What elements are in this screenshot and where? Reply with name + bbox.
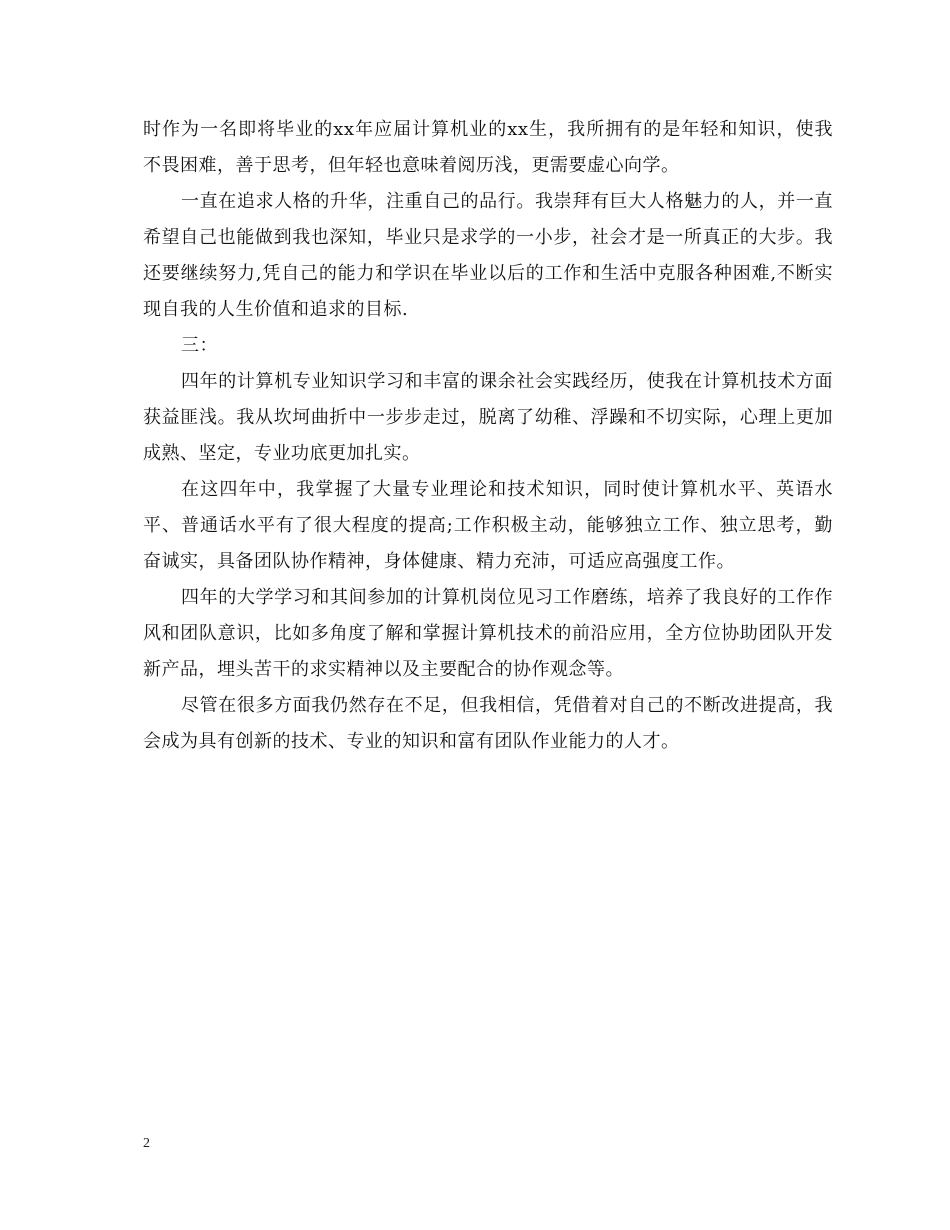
- page-number: 2: [143, 1136, 150, 1151]
- paragraph-5: 四年的大学学习和其间参加的计算机岗位见习工作磨练，培养了我良好的工作作风和团队意识，比如多角度了解和掌握计算机技术的前沿应用，全方位协助团队开发新产品，埋头苦干的求实精神以及主要配合的协作观念等。: [143, 587, 833, 680]
- paragraph-4: 在这四年中，我掌握了大量专业理论和技术知识，同时使计算机水平、英语水平、普通话水平有了很大程度的提高;工作积极主动，能够独立工作、独立思考，勤奋诚实，具备团队协作精神，身体健康、精力充沛，可适应高强度工作。: [143, 479, 833, 572]
- paragraph-1: 时作为一名即将毕业的xx年应届计算机业的xx生，我所拥有的是年轻和知识，使我不畏困难，善于思考，但年轻也意味着阅历浅，更需要虚心向学。: [143, 119, 833, 176]
- paragraph-6: 尽管在很多方面我仍然存在不足，但我相信，凭借着对自己的不断改进提高，我会成为具有创新的技术、专业的知识和富有团队作业能力的人才。: [143, 695, 833, 752]
- section-heading-three: 三：: [181, 335, 218, 356]
- paragraph-2: 一直在追求人格的升华，注重自己的品行。我崇拜有巨大人格魅力的人，并一直希望自己也能做到我也深知，毕业只是求学的一小步，社会才是一所真正的大步。我还要继续努力,凭自己的能力和学识在毕业以后的工作和生活中克服各种困难,不断实现自我的人生价值和追求的目标.: [143, 191, 833, 320]
- document-body: [143, 112, 833, 760]
- paragraph-3: 四年的计算机专业知识学习和丰富的课余社会实践经历，使我在计算机技术方面获益匪浅。我从坎坷曲折中一步步走过，脱离了幼稚、浮躁和不切实际，心理上更加成熟、坚定，专业功底更加扎实。: [143, 371, 833, 464]
